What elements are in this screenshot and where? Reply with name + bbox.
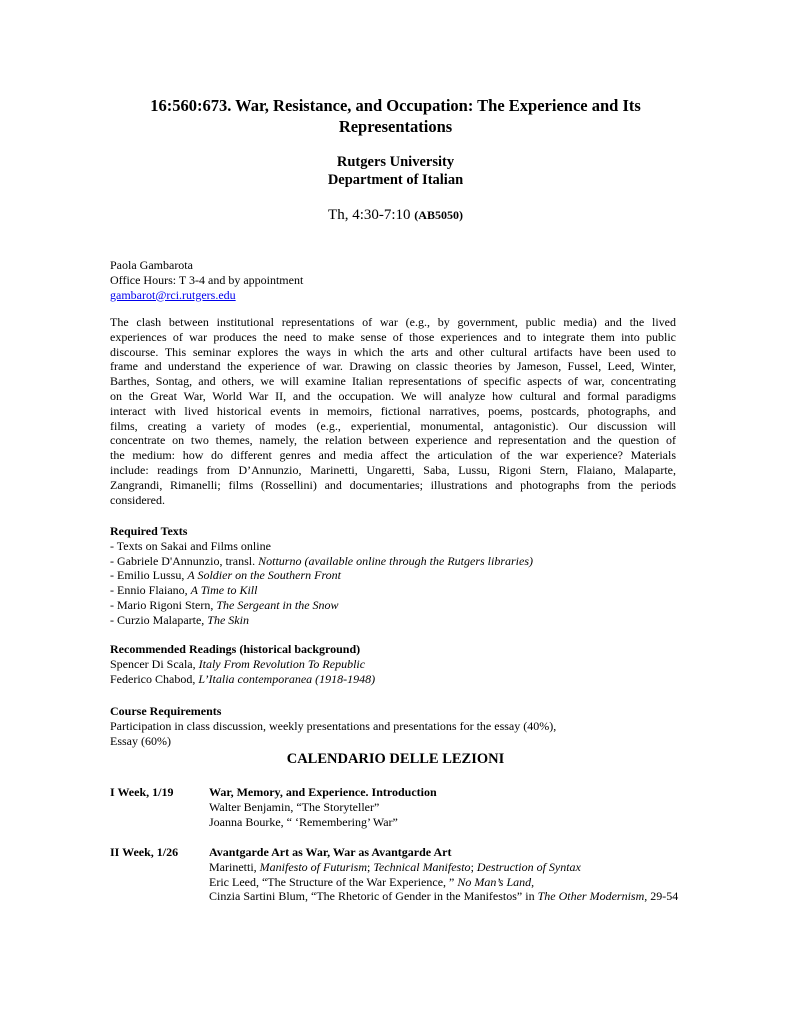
week-topic: Avantgarde Art as War, War as Avantgarde Art <box>209 845 452 859</box>
description-line: experiences of war produces the need to make sense of those experiences and to integrate them into public <box>110 329 676 344</box>
calendar-title: CALENDARIO DELLE LEZIONI <box>286 751 505 767</box>
week-reading: Joanna Bourke, “ ‘Remembering’ War” <box>209 814 398 829</box>
office-hours: Office Hours: T 3-4 and by appointment <box>110 272 304 287</box>
description-line: the medium: how do different genres and media affect the articulation of the war experience? Materials <box>110 448 676 463</box>
week-reading: Walter Benjamin, “The Storyteller” <box>209 799 380 814</box>
week-reading: Eric Leed, “The Structure of the War Experience, ” No Man’s Land, <box>209 874 535 889</box>
university-name: Rutgers University <box>336 154 455 170</box>
description-line: concentrate on two themes, namely, the relation between experience and representation and the question of <box>110 433 676 448</box>
week-reading: Marinetti, Manifesto of Futurism; Technical Manifesto; Destruction of Syntax <box>209 859 581 874</box>
required-text-item: - Curzio Malaparte, The Skin <box>110 612 249 627</box>
required-text-item: - Gabriele D'Annunzio, transl. Notturno (available online through the Rutgers libraries) <box>110 553 533 568</box>
course-requirements-heading: Course Requirements <box>110 704 222 718</box>
description-line: Zangrandi, Rimanelli; films (Rossellini) and documentaries; illustrations and photographs from the periods <box>110 477 676 492</box>
required-text-item: - Mario Rigoni Stern, The Sergeant in the Snow <box>110 597 339 612</box>
description-line: Barthes, Sontag, and others, we will examine Italian representations of specific aspects of war, concentrating <box>110 374 676 389</box>
week-label: II Week, 1/26 <box>110 845 179 859</box>
description-line: on the Great War, World War II, and the occupation. We will analyze how cultural and formal paradigms <box>110 388 676 403</box>
course-title: 16:560:673. War, Resistance, and Occupation: The Experience and Its Representations <box>150 96 641 136</box>
description-line: interact with lived historical events in memoirs, fictional narratives, poems, postcards, photographs, and <box>110 403 676 418</box>
required-text-item: - Emilio Lussu, A Soldier on the Southern Front <box>110 568 341 583</box>
department-name: Department of Italian <box>327 172 464 188</box>
institution-block <box>110 153 681 189</box>
required-text-item: - Ennio Flaiano, A Time to Kill <box>110 583 258 598</box>
schedule-line <box>110 206 681 224</box>
instructor-block <box>110 258 676 302</box>
description-line: discourse. This seminar explores the ways in which the arts and other cultural artifacts have been used to <box>110 344 676 359</box>
course-requirements-section <box>110 704 676 748</box>
description-line: The clash between institutional representations of war (e.g., by government, public media) and the lived <box>110 315 676 329</box>
required-texts-section <box>110 524 676 628</box>
schedule-time: Th, 4:30-7:10 <box>328 207 411 223</box>
description-line: considered. <box>110 492 165 507</box>
description-line: frame and understand the experience of war. Drawing on classic theories by Jameson, Fussel, Leed, Winter, <box>110 359 676 374</box>
schedule-room: (AB5050) <box>414 208 463 222</box>
week-body <box>209 785 729 829</box>
course-description <box>110 315 676 507</box>
week-topic: War, Memory, and Experience. Introduction <box>209 785 437 799</box>
required-texts-heading: Required Texts <box>110 524 188 538</box>
required-text-item: - Texts on Sakai and Films online <box>110 538 271 553</box>
description-line: include: readings from D’Annunzio, Marinetti, Ungaretti, Saba, Lussu, Rigoni Stern, Flaiano, Malaparte, <box>110 462 676 477</box>
week-label: I Week, 1/19 <box>110 785 174 799</box>
description-line: films, creating a variety of modes (e.g., experiential, monumental, antagonistic). Our discussion will <box>110 418 676 433</box>
week-reading: Cinzia Sartini Blum, “The Rhetoric of Gender in the Manifestos” in The Other Modernism, 29-54 <box>209 889 679 904</box>
week-body <box>209 845 729 904</box>
recommended-readings-section <box>110 642 676 686</box>
recommended-item: Spencer Di Scala, Italy From Revolution To Republic <box>110 656 366 671</box>
course-requirements-line: Participation in class discussion, weekly presentations and presentations for the essay (40%), <box>110 718 557 733</box>
instructor-name: Paola Gambarota <box>110 258 193 272</box>
course-requirements-line: Essay (60%) <box>110 733 171 748</box>
recommended-item: Federico Chabod, L’Italia contemporanea (1918-1948) <box>110 671 376 686</box>
recommended-heading: Recommended Readings (historical background) <box>110 642 361 656</box>
instructor-email-link[interactable]: gambarot@rci.rutgers.edu <box>110 287 236 302</box>
